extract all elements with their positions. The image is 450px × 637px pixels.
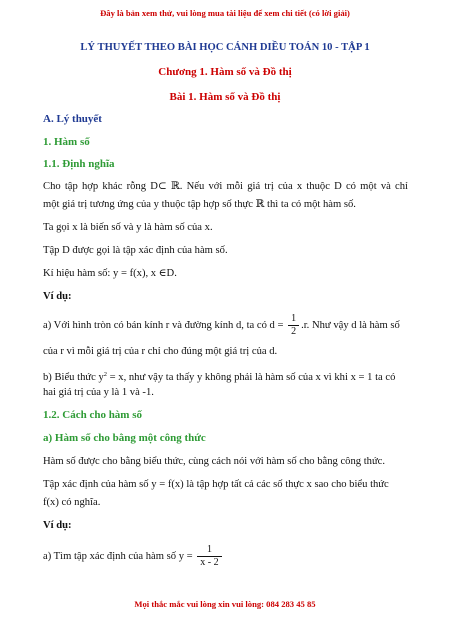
example-2-line — [43, 544, 224, 569]
document-title: LÝ THUYẾT THEO BÀI HỌC CÁNH DIỀU TOÁN 10 - TẬP 1 — [80, 42, 370, 53]
section-1-2-heading: 1.2. Cách cho hàm số — [43, 409, 143, 421]
lesson-heading: Bài 1. Hàm số và Đồ thị — [169, 91, 281, 103]
definition-line-1: Cho tập hợp khác rỗng D⊂ ℝ. Nếu với mỗi giá trị của x thuộc D có một và chỉ — [43, 181, 408, 192]
example-a-line-1 — [43, 313, 400, 338]
example-b-line-1 — [43, 368, 395, 385]
example-b-line-2: hai giá trị của y là 1 và -1. — [43, 387, 154, 398]
section-1-2-a-heading: a) Hàm số cho bằng một công thức — [43, 432, 206, 444]
fraction-numerator: 1 — [291, 313, 297, 324]
example-a-text-after: .r. Như vậy d là hàm số — [301, 319, 400, 331]
example-a-text-before: a) Với hình tròn có bán kính r và đường kính d, ta có d = — [43, 319, 287, 331]
formula-statement-3: f(x) có nghĩa. — [43, 497, 101, 508]
formula-statement-2: Tập xác định của hàm số y = f(x) là tập hợp tất cả các số thực x sao cho biểu thức — [43, 479, 389, 490]
footer-contact: Mọi thắc mắc vui lòng xin vui lòng: 084 283 45 85 — [134, 599, 316, 609]
chapter-heading: Chương 1. Hàm số và Đồ thị — [158, 66, 292, 78]
fraction-one-over-x-minus-2 — [197, 544, 221, 569]
formula-statement-1: Hàm số được cho bằng biểu thức, cùng cách nói với hàm số cho bằng công thức. — [43, 456, 386, 467]
section-1-heading: 1. Hàm số — [43, 136, 90, 148]
example-a-line-2: của r vì mỗi giá trị của r chỉ cho đúng một giá trị của d. — [43, 346, 278, 357]
section-a-heading: A. Lý thuyết — [43, 113, 102, 125]
definition-line-2: một giá trị tương ứng của y thuộc tập hợp số thực ℝ thì ta có một hàm số. — [43, 199, 356, 210]
exponent: 2 — [103, 371, 108, 378]
fraction-one-half — [288, 313, 299, 338]
fraction-numerator: 1 — [206, 544, 212, 555]
fraction-denominator: x - 2 — [197, 556, 221, 569]
notation-statement: Kí hiệu hàm số: y = f(x), x ∈D. — [43, 268, 177, 279]
example-label: Ví dụ: — [43, 291, 72, 302]
domain-statement: Tập D được gọi là tập xác định của hàm số. — [43, 245, 228, 256]
example-b-text-before: b) Biểu thức y — [43, 372, 104, 383]
example-b-text-after: = x, như vậy ta thấy y không phải là hàm số của x vì khi x = 1 ta có — [107, 372, 396, 383]
variable-statement: Ta gọi x là biến số và y là hàm số của x. — [43, 222, 213, 233]
preview-notice: Đây là bản xem thử, vui lòng mua tài liệu để xem chi tiết (có lời giải) — [100, 8, 350, 18]
example-label-2: Ví dụ: — [43, 520, 72, 531]
example-2-text: a) Tìm tập xác định của hàm số y = — [43, 550, 196, 562]
fraction-denominator: 2 — [288, 325, 299, 338]
section-1-1-heading: 1.1. Định nghĩa — [43, 158, 115, 170]
